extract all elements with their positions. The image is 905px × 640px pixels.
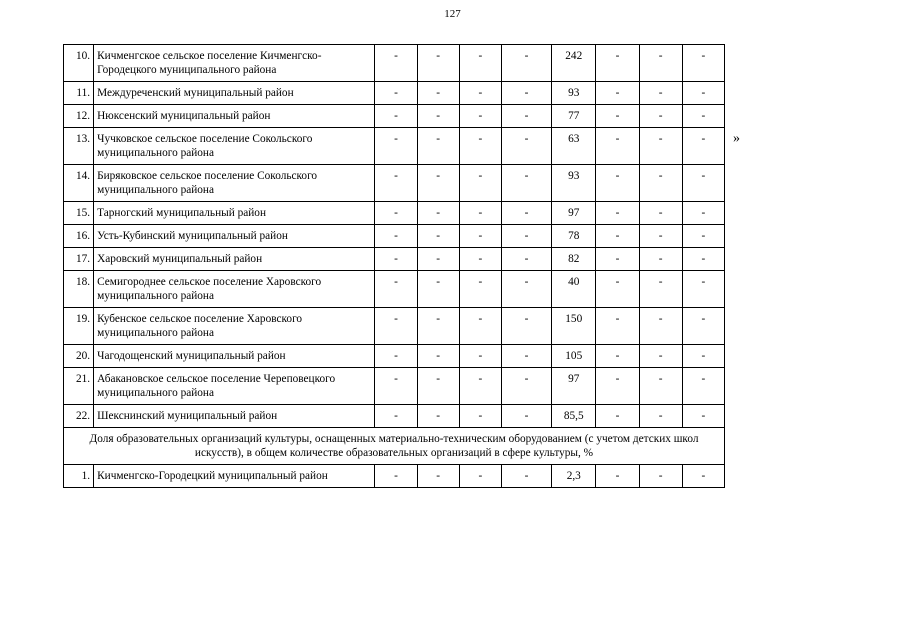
value-cell: - xyxy=(417,405,459,428)
value-cell: - xyxy=(375,128,417,165)
value-cell: - xyxy=(459,128,501,165)
value-cell: - xyxy=(682,128,724,165)
value-cell: - xyxy=(682,308,724,345)
value-cell: - xyxy=(682,105,724,128)
value-cell: - xyxy=(501,345,551,368)
value-cell: - xyxy=(639,405,682,428)
value-cell: - xyxy=(375,82,417,105)
row-number: 12. xyxy=(64,105,94,128)
table-body xyxy=(64,45,725,488)
value-cell: - xyxy=(596,82,639,105)
value-cell: - xyxy=(596,345,639,368)
value-cell: - xyxy=(459,248,501,271)
value-cell: 105 xyxy=(552,345,596,368)
value-cell: - xyxy=(375,405,417,428)
value-cell: - xyxy=(596,368,639,405)
continuation-mark: » xyxy=(733,131,740,146)
row-number: 22. xyxy=(64,405,94,428)
row-number: 15. xyxy=(64,202,94,225)
value-cell: - xyxy=(682,465,724,488)
value-cell: - xyxy=(596,105,639,128)
value-cell: - xyxy=(639,248,682,271)
value-cell: - xyxy=(417,271,459,308)
value-cell: - xyxy=(375,45,417,82)
value-cell: - xyxy=(639,82,682,105)
value-cell: - xyxy=(417,128,459,165)
value-cell: - xyxy=(639,202,682,225)
value-cell: - xyxy=(375,465,417,488)
value-cell: - xyxy=(417,45,459,82)
value-cell: - xyxy=(375,271,417,308)
row-name: Чагодощенский муниципальный район xyxy=(94,345,375,368)
value-cell: - xyxy=(459,368,501,405)
value-cell: - xyxy=(639,465,682,488)
row-name: Семигороднее сельское поселение Харовского муниципального района xyxy=(94,271,375,308)
value-cell: - xyxy=(596,405,639,428)
table-row xyxy=(64,368,725,405)
value-cell: - xyxy=(417,82,459,105)
indicator-table xyxy=(63,44,725,488)
value-cell: - xyxy=(596,248,639,271)
value-cell: - xyxy=(375,202,417,225)
value-cell: - xyxy=(417,105,459,128)
table-row xyxy=(64,82,725,105)
row-name: Кичменгское сельское поселение Кичменгско-Городецкого муниципального района xyxy=(94,45,375,82)
table-row xyxy=(64,105,725,128)
value-cell: - xyxy=(417,165,459,202)
value-cell: - xyxy=(639,45,682,82)
value-cell: - xyxy=(459,225,501,248)
table-row xyxy=(64,225,725,248)
row-name: Нюксенский муниципальный район xyxy=(94,105,375,128)
value-cell: 93 xyxy=(552,82,596,105)
row-name: Тарногский муниципальный район xyxy=(94,202,375,225)
value-cell: - xyxy=(501,82,551,105)
value-cell: - xyxy=(375,105,417,128)
value-cell: 97 xyxy=(552,202,596,225)
table-row xyxy=(64,202,725,225)
value-cell: - xyxy=(682,225,724,248)
value-cell: - xyxy=(501,271,551,308)
value-cell: - xyxy=(596,271,639,308)
value-cell: - xyxy=(596,45,639,82)
page-number: 127 xyxy=(444,8,461,20)
row-name: Биряковское сельское поселение Сокольского муниципального района xyxy=(94,165,375,202)
table-row xyxy=(64,308,725,345)
table-row xyxy=(64,45,725,82)
row-number: 19. xyxy=(64,308,94,345)
row-name: Усть-Кубинский муниципальный район xyxy=(94,225,375,248)
value-cell: - xyxy=(501,368,551,405)
value-cell: - xyxy=(501,308,551,345)
value-cell: - xyxy=(459,271,501,308)
value-cell: - xyxy=(596,225,639,248)
value-cell: - xyxy=(639,271,682,308)
table-row xyxy=(64,165,725,202)
row-number: 1. xyxy=(64,465,94,488)
value-cell: - xyxy=(639,105,682,128)
value-cell: - xyxy=(417,202,459,225)
table-row xyxy=(64,465,725,488)
value-cell: - xyxy=(375,368,417,405)
row-name: Кичменгско-Городецкий муниципальный район xyxy=(94,465,375,488)
row-number: 21. xyxy=(64,368,94,405)
table-row xyxy=(64,271,725,308)
value-cell: - xyxy=(459,45,501,82)
row-name: Чучковское сельское поселение Сокольского муниципального района xyxy=(94,128,375,165)
value-cell: - xyxy=(501,405,551,428)
value-cell: - xyxy=(639,368,682,405)
value-cell: 85,5 xyxy=(552,405,596,428)
row-number: 13. xyxy=(64,128,94,165)
value-cell: - xyxy=(682,271,724,308)
value-cell: 78 xyxy=(552,225,596,248)
value-cell: - xyxy=(682,345,724,368)
value-cell: - xyxy=(682,248,724,271)
value-cell: - xyxy=(682,405,724,428)
value-cell: - xyxy=(596,202,639,225)
value-cell: - xyxy=(375,225,417,248)
value-cell: - xyxy=(501,45,551,82)
value-cell: - xyxy=(501,465,551,488)
row-name: Междуреченский муниципальный район xyxy=(94,82,375,105)
section-heading-row xyxy=(64,428,725,465)
value-cell: - xyxy=(375,248,417,271)
value-cell: - xyxy=(459,165,501,202)
value-cell: - xyxy=(417,308,459,345)
table-row xyxy=(64,345,725,368)
value-cell: - xyxy=(639,308,682,345)
value-cell: - xyxy=(596,165,639,202)
value-cell: - xyxy=(375,345,417,368)
row-number: 14. xyxy=(64,165,94,202)
value-cell: - xyxy=(596,465,639,488)
row-number: 11. xyxy=(64,82,94,105)
value-cell: - xyxy=(682,202,724,225)
value-cell: 40 xyxy=(552,271,596,308)
value-cell: 93 xyxy=(552,165,596,202)
value-cell: 97 xyxy=(552,368,596,405)
value-cell: - xyxy=(417,465,459,488)
section-heading: Доля образовательных организаций культуры, оснащенных материально-техническим оборудованием (с учетом детских школ искусств), в общем количестве образовательных организаций в сфере культуры, % xyxy=(64,428,725,465)
row-name: Харовский муниципальный район xyxy=(94,248,375,271)
row-number: 18. xyxy=(64,271,94,308)
row-name: Кубенское сельское поселение Харовского муниципального района xyxy=(94,308,375,345)
value-cell: 82 xyxy=(552,248,596,271)
table-row xyxy=(64,128,725,165)
value-cell: - xyxy=(501,202,551,225)
value-cell: - xyxy=(375,308,417,345)
value-cell: - xyxy=(639,225,682,248)
value-cell: - xyxy=(459,405,501,428)
value-cell: - xyxy=(417,345,459,368)
value-cell: 77 xyxy=(552,105,596,128)
value-cell: 242 xyxy=(552,45,596,82)
value-cell: - xyxy=(639,128,682,165)
value-cell: - xyxy=(375,165,417,202)
row-number: 17. xyxy=(64,248,94,271)
value-cell: - xyxy=(639,165,682,202)
value-cell: - xyxy=(596,308,639,345)
row-number: 20. xyxy=(64,345,94,368)
value-cell: - xyxy=(682,165,724,202)
value-cell: 63 xyxy=(552,128,596,165)
table-row xyxy=(64,248,725,271)
value-cell: - xyxy=(501,128,551,165)
value-cell: - xyxy=(682,368,724,405)
value-cell: - xyxy=(596,128,639,165)
value-cell: - xyxy=(459,345,501,368)
row-name: Шекснинский муниципальный район xyxy=(94,405,375,428)
value-cell: - xyxy=(501,225,551,248)
value-cell: - xyxy=(459,105,501,128)
value-cell: - xyxy=(459,82,501,105)
value-cell: - xyxy=(459,465,501,488)
value-cell: - xyxy=(639,345,682,368)
value-cell: - xyxy=(501,248,551,271)
row-number: 10. xyxy=(64,45,94,82)
value-cell: - xyxy=(417,225,459,248)
value-cell: - xyxy=(682,45,724,82)
table-row xyxy=(64,405,725,428)
value-cell: - xyxy=(501,165,551,202)
value-cell: 150 xyxy=(552,308,596,345)
value-cell: - xyxy=(417,248,459,271)
value-cell: - xyxy=(459,308,501,345)
value-cell: - xyxy=(459,202,501,225)
row-name: Абакановское сельское поселение Череповецкого муниципального района xyxy=(94,368,375,405)
value-cell: - xyxy=(682,82,724,105)
value-cell: 2,3 xyxy=(552,465,596,488)
row-number: 16. xyxy=(64,225,94,248)
value-cell: - xyxy=(501,105,551,128)
value-cell: - xyxy=(417,368,459,405)
